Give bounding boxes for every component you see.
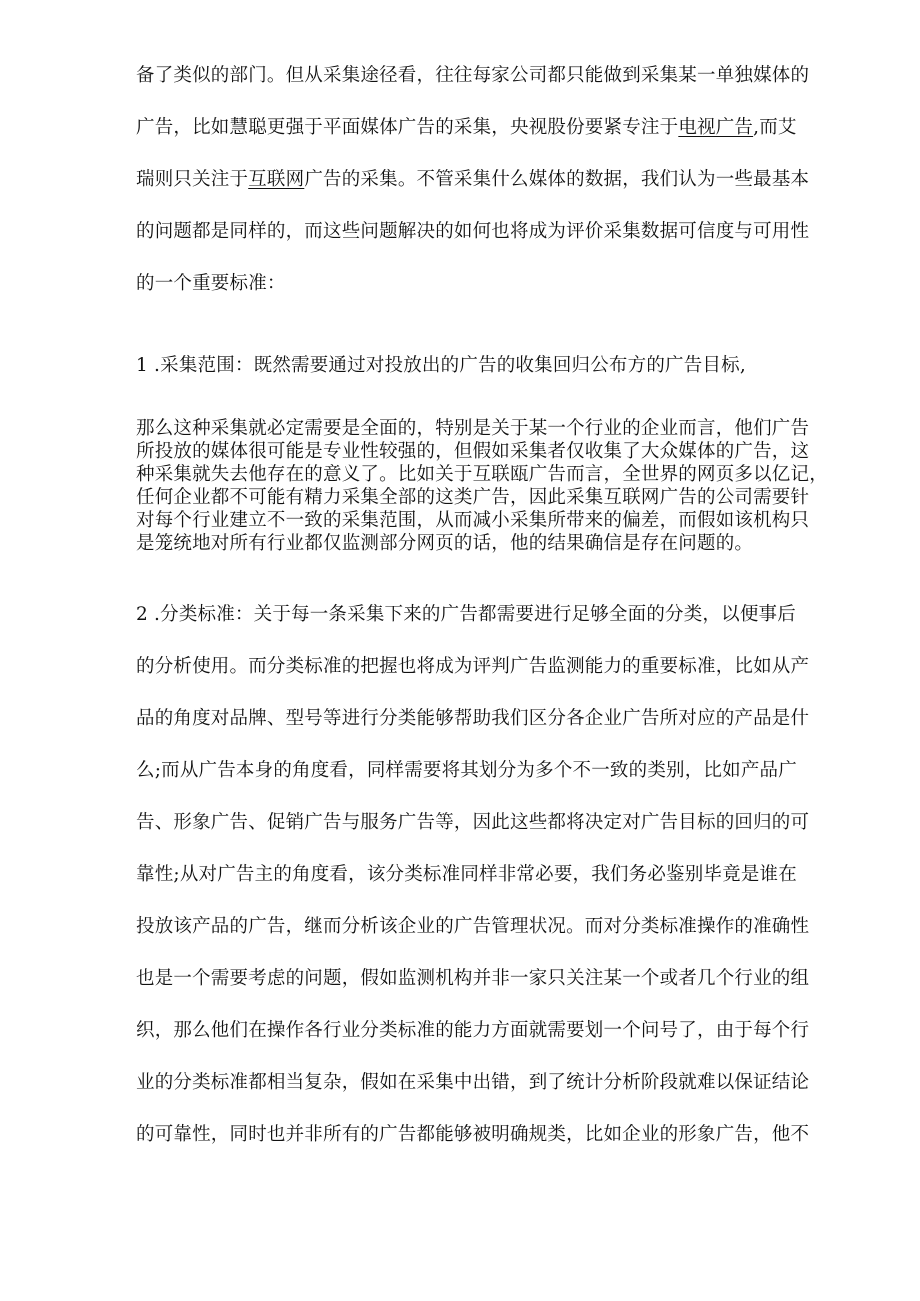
text-line: 的可靠性，同时也并非所有的广告都能够被明确规类，比如企业的形象广告，他不 [136, 1124, 810, 1145]
text-line: 是笼统地对所有行业都仅监测部分网页的话，他的结果确信是存在问题的。 [136, 533, 754, 554]
text-line: 的一个重要标准： [136, 273, 286, 294]
text-line: 1 .采集范围：既然需要通过对投放出的广告的收集回归公布方的广告目标, [136, 355, 746, 376]
text-run: 瑞则只关注于 [136, 169, 249, 190]
text-line: 对每个行业建立不一致的采集范围，从而减小采集所带来的偏差，而假如该机构只 [136, 510, 810, 531]
text-line: 所投放的媒体很可能是专业性较强的，但假如采集者仅收集了大众媒体的广告，这 [136, 441, 810, 462]
text-line: 2 .分类标准：关于每一条采集下来的广告都需要进行足够全面的分类，以便事后 [136, 604, 796, 625]
text-line [136, 102, 856, 154]
text-line: 种采集就失去他存在的意义了。比如关于互联瓯广告而言，全世界的网页多以亿记， [136, 464, 828, 485]
text-line: 投放该产品的广告，继而分析该企业的广告管理状况。而对分类标准操作的准确性 [136, 916, 810, 937]
text-line: 那么这种采集就必定需要是全面的，特别是关于某一个行业的企业而言，他们广告 [136, 418, 810, 439]
text-line: 织，那么他们在操作各行业分类标准的能力方面就需要划一个问号了，由于每个行 [136, 1020, 810, 1041]
tv-ad-link[interactable]: 电视广告 [678, 117, 754, 138]
text-line: 也是一个需要考虑的问题，假如监测机构并非一家只关注某一个或者几个行业的组 [136, 968, 810, 989]
text-line: 靠性;从对广告主的角度看，该分类标准同样非常必要，我们务必鉴别毕竟是谁在 [136, 864, 797, 885]
text-line: 备了类似的部门。但从采集途径看，往往每家公司都只能做到采集某一单独媒体的 [136, 65, 810, 86]
intro-paragraph [136, 50, 856, 310]
text-line: 的问题都是同样的，而这些问题解决的如何也将成为评价采集数据可信度与可用性 [136, 221, 810, 242]
text-line: 任何企业都不可能有精力采集全部的这类广告，因此采集互联网广告的公司需要针 [136, 487, 810, 508]
text-line: 品的角度对品牌、型号等进行分类能够帮助我们区分各企业广告所对应的产品是什 [136, 708, 810, 729]
item1-body [136, 417, 856, 555]
text-line: 告、形象广告、促销广告与服务广告等，因此这些都将决定对广告目标的回归的可 [136, 812, 810, 833]
item1-heading [136, 340, 856, 392]
text-run: 广告的采集。不管采集什么媒体的数据，我们认为一些最基本 [304, 169, 810, 190]
internet-link[interactable]: 互联网 [248, 169, 305, 190]
text-line: 业的分类标准都相当复杂，假如在采集中出错，到了统计分析阶段就难以保证结论 [136, 1072, 810, 1093]
text-line: 的分析使用。而分类标准的把握也将成为评判广告监测能力的重要标准，比如从产 [136, 656, 810, 677]
item2-paragraph [136, 589, 856, 1161]
text-line: 么;而从广告本身的角度看，同样需要将其划分为多个不一致的类别，比如产品广 [136, 760, 797, 781]
text-run: 广告，比如慧聪更强于平面媒体广告的采集，央视股份要紧专注于 [136, 117, 679, 138]
text-line [136, 154, 856, 206]
text-run: ,而艾 [753, 117, 797, 138]
